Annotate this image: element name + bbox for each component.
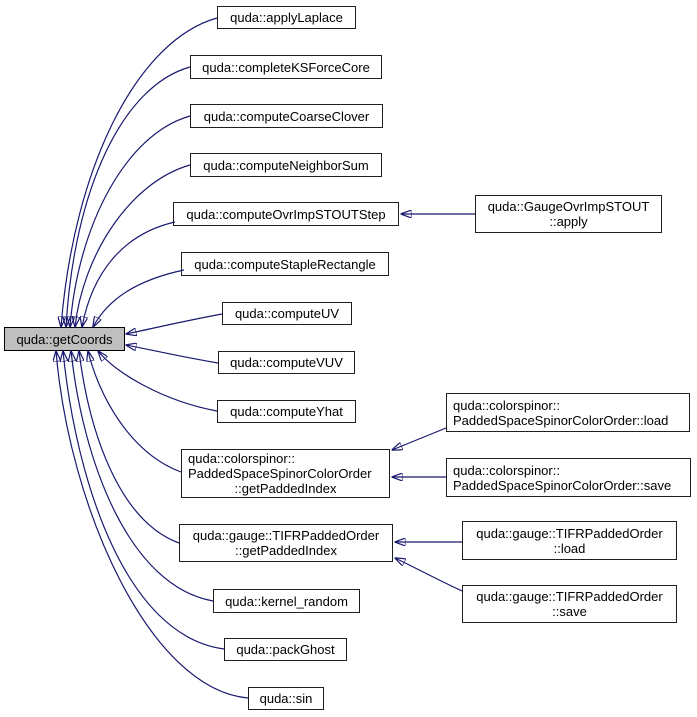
edge-completeksforcecore-getcoords — [66, 67, 190, 327]
edge-colorspinor-load-getpaddedindex — [392, 428, 446, 450]
node-label: quda::computeCoarseClover — [203, 108, 370, 124]
node-computeovrimpstoutstep[interactable] — [173, 202, 399, 226]
edge-colorspinor-getpaddedindex-getcoords — [88, 351, 181, 472]
node-label: quda::getCoords — [16, 331, 113, 347]
node-colorspinor-load[interactable] — [446, 393, 690, 432]
node-computeyhat[interactable] — [217, 400, 356, 423]
node-applylaplace[interactable] — [217, 6, 356, 29]
edge-computestaplerectangle-getcoords — [93, 270, 184, 327]
node-label: quda::applyLaplace — [230, 10, 343, 25]
node-label: quda::sin — [259, 691, 313, 706]
node-label: quda::colorspinor:: — [188, 451, 295, 466]
node-computeneighborsum[interactable] — [190, 153, 382, 177]
node-label: quda::GaugeOvrImpSTOUT — [487, 199, 650, 214]
node-kernel-random[interactable] — [213, 589, 360, 613]
node-getcoords — [4, 327, 125, 351]
node-label: quda::computeStapleRectangle — [194, 256, 376, 272]
node-label: PaddedSpaceSpinorColorOrder::save — [453, 477, 672, 493]
node-label: PaddedSpaceSpinorColorOrder — [188, 466, 372, 481]
node-computeuv[interactable] — [222, 302, 352, 325]
node-colorspinor-getpaddedindex[interactable] — [181, 449, 390, 498]
node-label: PaddedSpaceSpinorColorOrder::load — [453, 412, 669, 428]
node-label: quda::completeKSForceCore — [202, 59, 370, 75]
edge-packghost-getcoords — [63, 351, 224, 649]
node-label: quda::computeNeighborSum — [203, 157, 369, 173]
edge-computevuv-getcoords — [126, 345, 218, 363]
node-label: ::save — [552, 604, 587, 619]
node-colorspinor-save[interactable] — [446, 458, 691, 497]
edge-computeuv-getcoords — [126, 314, 222, 334]
node-label: quda::colorspinor:: — [453, 397, 560, 413]
edge-tifr-save-getpaddedindex — [395, 558, 462, 591]
node-label: quda::kernel_random — [225, 593, 348, 609]
edge-computecoarseclover-getcoords — [70, 116, 190, 327]
node-computecoarseclover[interactable] — [190, 104, 383, 128]
node-gaugeovrimpstout-apply[interactable] — [475, 195, 662, 233]
node-label: ::getPaddedIndex — [234, 481, 337, 496]
node-label: quda::colorspinor:: — [453, 462, 560, 478]
node-label: ::load — [553, 540, 586, 556]
node-label: quda::computeYhat — [230, 404, 343, 419]
node-label: ::apply — [549, 214, 588, 229]
edge-computeyhat-getcoords — [98, 351, 217, 411]
node-label: quda::packGhost — [236, 642, 335, 657]
node-label: quda::gauge::TIFRPaddedOrder — [192, 528, 380, 543]
node-label: quda::computeUV — [234, 306, 340, 321]
node-tifr-save[interactable] — [462, 585, 677, 623]
node-label: quda::computeOvrImpSTOUTStep — [186, 206, 386, 222]
node-completeksforcecore[interactable] — [190, 55, 382, 79]
edge-computeovrimpstoutstep-getcoords — [82, 222, 175, 327]
node-tifr-load[interactable] — [462, 521, 677, 560]
node-packghost[interactable] — [224, 638, 347, 661]
edge-computeneighborsum-getcoords — [75, 165, 190, 327]
node-tifr-getpaddedindex[interactable] — [179, 524, 393, 562]
node-label: quda::computeVUV — [230, 355, 343, 370]
node-sin[interactable] — [248, 687, 324, 710]
node-label: quda::gauge::TIFRPaddedOrder — [476, 525, 663, 541]
node-label: quda::gauge::TIFRPaddedOrder — [476, 589, 663, 604]
node-computestaplerectangle[interactable] — [181, 252, 389, 276]
node-computevuv[interactable] — [218, 351, 355, 374]
node-label: ::getPaddedIndex — [235, 543, 337, 558]
edge-tifr-getpaddedindex-getcoords — [79, 351, 179, 543]
